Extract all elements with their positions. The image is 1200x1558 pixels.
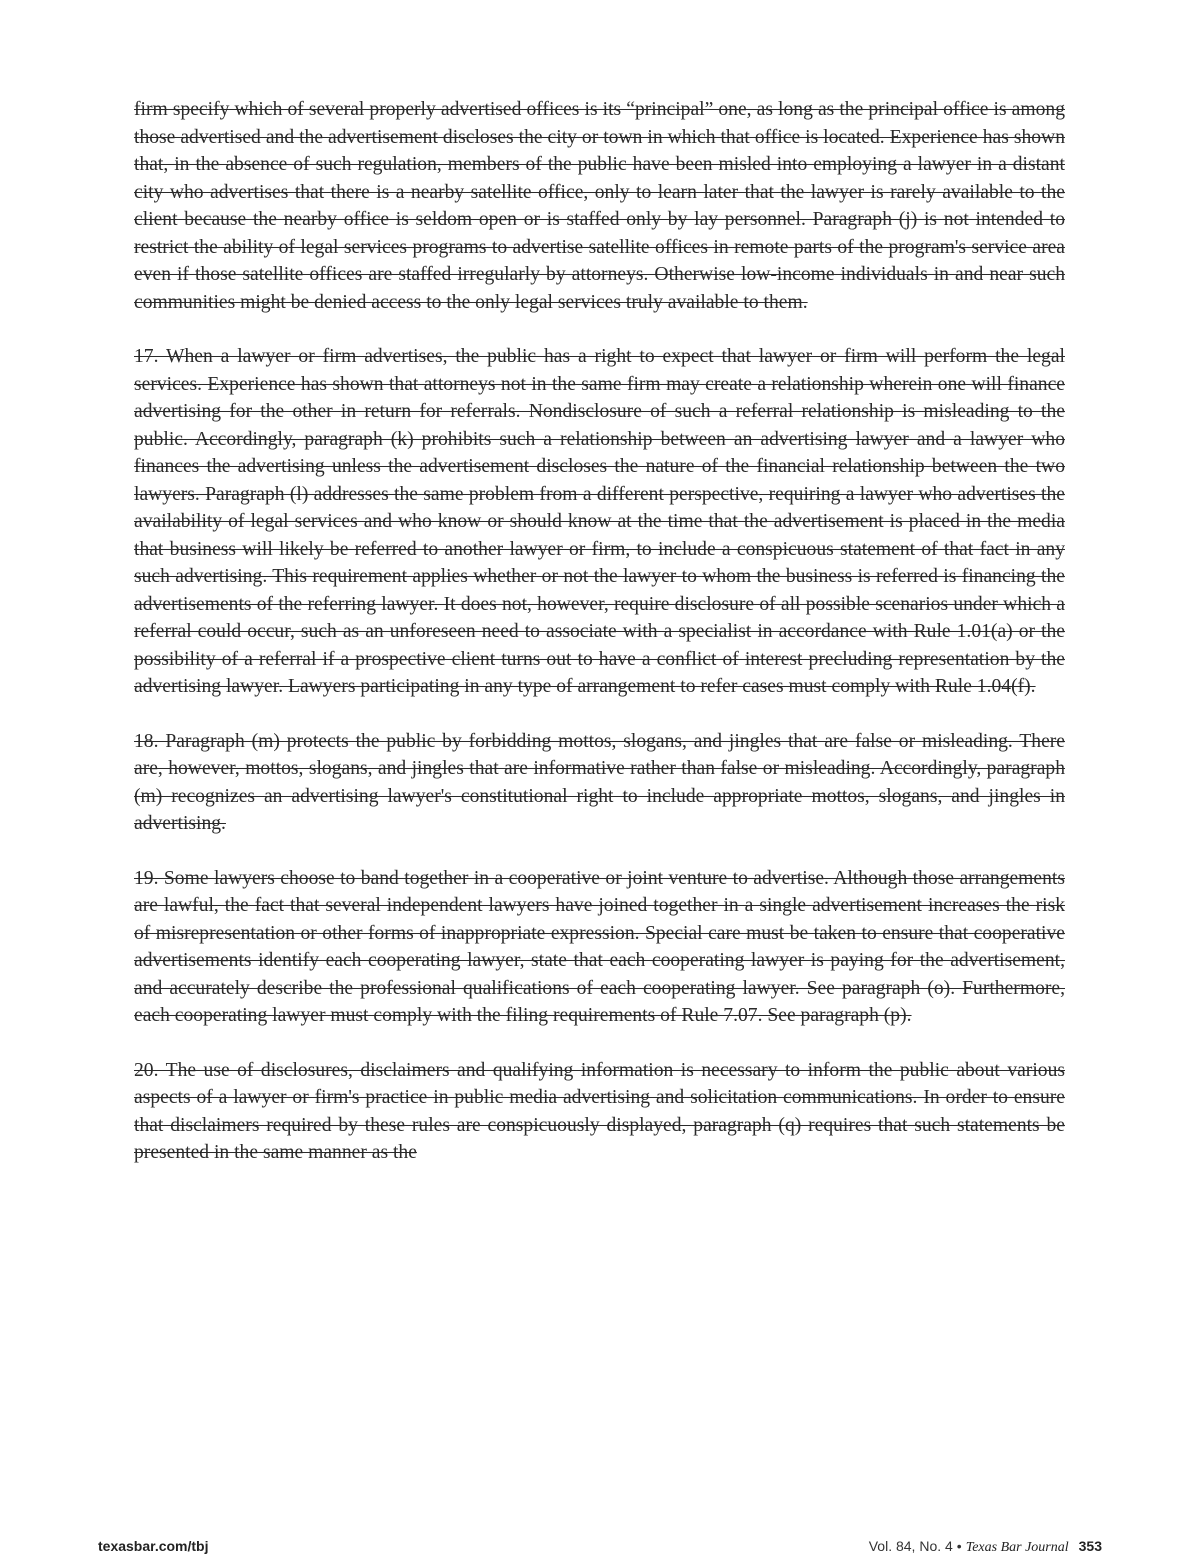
paragraph-17: 17. When a lawyer or firm advertises, the public has a right to expect that lawyer or firm will perform the legal services. Experience has shown that attorneys not in the same firm may create a relationship wherein one will finance advertising for the other in return for referrals. Nondisclosure of such a referral relationship is misleading to the public. Accordingly, paragraph (k) prohibits such a relationship between an advertising lawyer and a lawyer who finances the advertising unless the advertisement discloses the nature of the financial relationship between the two lawyers. Paragraph (l) addresses the same problem from a different perspective, requiring a lawyer who advertises the availability of legal services and who know or should know at the time that the advertisement is placed in the media that business will likely be referred to another lawyer or firm, to include a conspicuous statement of that fact in any such advertising. This requirement applies whether or not the lawyer to whom the business is referred is financing the advertisements of the referring lawyer. It does not, however, require disclosure of all possible scenarios under which a referral could occur, such as an unforeseen need to associate with a specialist in accordance with Rule 1.01(a) or the possibility of a referral if a prospective client turns out to have a conflict of interest precluding representation by the advertising lawyer. Lawyers participating in any type of arrangement to refer cases must comply with Rule 1.04(f). — [134, 346, 1065, 697]
footer-page-number: 353 — [1078, 1538, 1102, 1554]
footer-website-link[interactable]: texasbar.com/tbj — [98, 1538, 209, 1554]
paragraph-18: 18. Paragraph (m) protects the public by forbidding mottos, slogans, and jingles that are false or misleading. There are, however, mottos, slogans, and jingles that are informative rather than false or misleading. Accordingly, paragraph (m) recognizes an advertising lawyer's constitutional right to include appropriate mottos, slogans, and jingles in advertising. — [134, 730, 1065, 834]
footer-volume: Vol. 84, No. 4 — [868, 1538, 953, 1554]
paragraph-19: 19. Some lawyers choose to band together in a cooperative or joint venture to advertise. Although those arrangements are lawful, the fact that several independent lawyers have joined together in a single advertisement increases the risk of misrepresentation or other forms of inappropriate expression. Special care must be taken to ensure that cooperative advertisements identify each cooperating lawyer, state that each cooperating lawyer is paying for the advertisement, and accurately describe the professional qualifications of each cooperating lawyer. See paragraph (o). Furthermore, each cooperating lawyer must comply with the filing requirements of Rule 7.07. See paragraph (p). — [134, 867, 1065, 1026]
paragraph-principal-office: firm specify which of several properly advertised offices is its “principal” one, as long as the principal office is among those advertised and the advertisement discloses the city or town in which that office is located. Experience has shown that, in the absence of such regulation, members of the public have been misled into employing a lawyer in a distant city who advertises that there is a nearby satellite office, only to learn later that the lawyer is rarely available to the client because the nearby office is seldom open or is staffed only by lay personnel. Paragraph (j) is not intended to restrict the ability of legal services programs to advertise satellite offices in remote parts of the program's service area even if those satellite offices are staffed irregularly by attorneys. Otherwise low-income individuals in and near such communities might be denied access to the only legal services truly available to them. — [134, 99, 1065, 313]
footer-journal-title: Texas Bar Journal — [965, 1540, 1069, 1555]
page-footer — [98, 1536, 1102, 1556]
paragraph-20: 20. The use of disclosures, disclaimers and qualifying information is necessary to inform the public about various aspects of a lawyer or firm's practice in public media advertising and solicitation communications. In order to ensure that disclaimers required by these rules are conspicuously displayed, paragraph (q) requires that such statements be presented in the same manner as the — [134, 1059, 1065, 1163]
footer-bullet-separator: • — [956, 1538, 962, 1554]
footer-publication-info — [869, 1536, 1102, 1558]
article-body — [134, 96, 1065, 1194]
